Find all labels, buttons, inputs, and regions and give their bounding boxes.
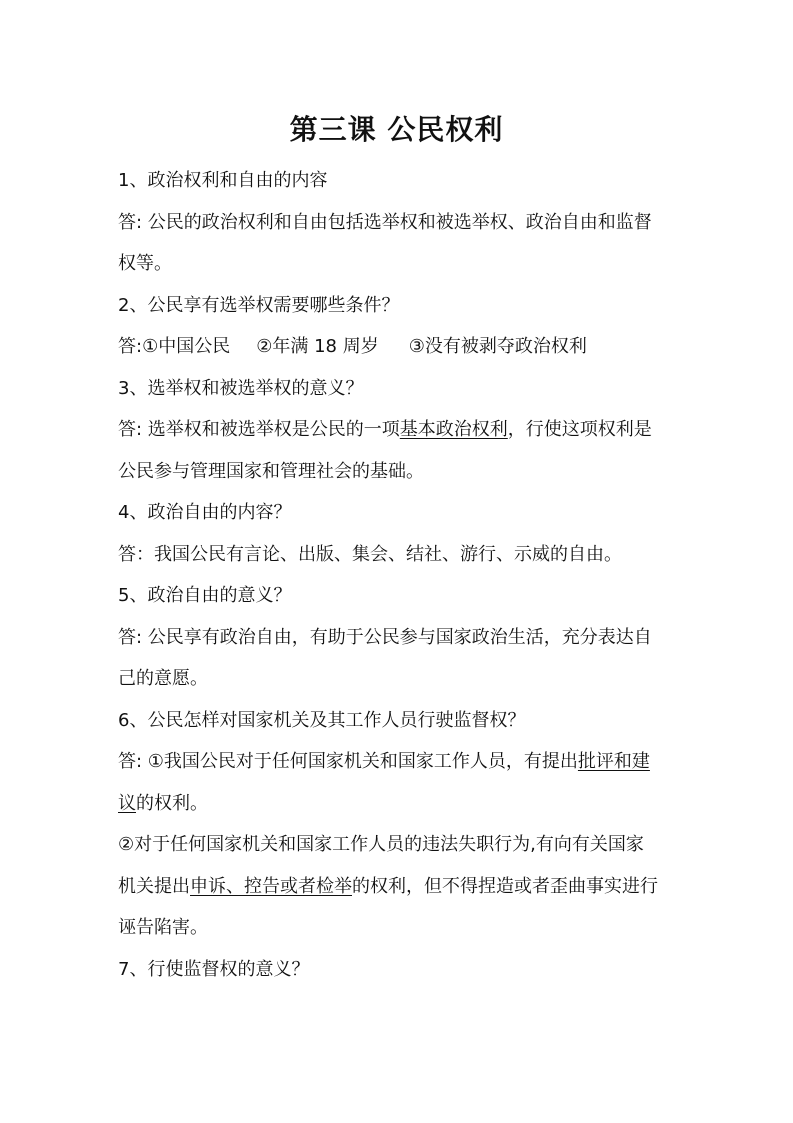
answer-3-part-2: ，行使这项权利是 bbox=[507, 419, 652, 440]
answer-2-prefix: 答: bbox=[118, 336, 143, 357]
answer-1-line-1: 答: 公民的政治权利和自由包括选举权和被选举权、政治自由和监督 bbox=[118, 211, 652, 233]
question-5: 5、政治自由的意义？ bbox=[118, 585, 292, 606]
answer-6-2-line-3: 诬告陷害。 bbox=[118, 917, 208, 938]
question-2: 2、公民享有选举权需要哪些条件？ bbox=[118, 294, 400, 316]
answer-6-1-line-2 bbox=[118, 783, 683, 825]
answer-4: 答：我国公民有言论、出版、集会、结社、游行、示威的自由。 bbox=[118, 543, 622, 565]
answer-2-item-1: ①中国公民 bbox=[142, 336, 231, 357]
question-1: 1、政治权利和自由的内容 bbox=[118, 170, 328, 191]
answer-3-line-1 bbox=[118, 409, 683, 451]
answer-2 bbox=[118, 326, 683, 368]
question-3: 3、选举权和被选举权的意义？ bbox=[118, 377, 364, 399]
answer-3-line-2: 公民参与管理国家和管理社会的基础。 bbox=[118, 460, 424, 482]
question-4: 4、政治自由的内容？ bbox=[118, 502, 292, 523]
answer-6-2-underlined: 申诉、控告或者检举 bbox=[190, 875, 352, 897]
answer-6-1-underlined-2: 议 bbox=[118, 792, 136, 814]
answer-2-item-2: ②年满 18 周岁 bbox=[256, 336, 379, 357]
answer-2-item-3: ③没有被剥夺政治权利 bbox=[408, 336, 587, 357]
answer-5-line-2: 己的意愿。 bbox=[118, 668, 208, 689]
question-6: 6、公民怎样对国家机关及其工作人员行驶监督权？ bbox=[118, 709, 526, 731]
answer-6-1-line-1 bbox=[118, 741, 683, 783]
answer-6-2-line-2 bbox=[118, 866, 683, 908]
answer-3-part-1: 答: 选举权和被选举权是公民的一项 bbox=[118, 419, 400, 440]
answer-6-2-part-2: 的权利，但不得捏造或者歪曲事实进行 bbox=[352, 875, 658, 897]
page-title: 第三课 公民权利 bbox=[289, 113, 504, 146]
answer-6-2-line-1: ②对于任何国家机关和国家工作人员的违法失职行为,有向有关国家 bbox=[118, 834, 644, 855]
answer-6-1-underlined-1: 批评和建 bbox=[577, 751, 650, 772]
document-body bbox=[118, 160, 683, 990]
answer-1-line-2: 权等。 bbox=[118, 253, 172, 274]
answer-6-1-part-2: 的权利。 bbox=[136, 792, 208, 814]
answer-6-2-part-1: 机关提出 bbox=[118, 875, 190, 897]
answer-6-1-part-1: 答: ①我国公民对于任何国家机关和国家工作人员，有提出 bbox=[118, 751, 578, 772]
question-7: 7、行使监督权的意义？ bbox=[118, 958, 310, 980]
answer-3-underlined: 基本政治权利 bbox=[399, 419, 508, 440]
answer-5-line-1: 答: 公民享有政治自由，有助于公民参与国家政治生活，充分表达自 bbox=[118, 626, 652, 648]
